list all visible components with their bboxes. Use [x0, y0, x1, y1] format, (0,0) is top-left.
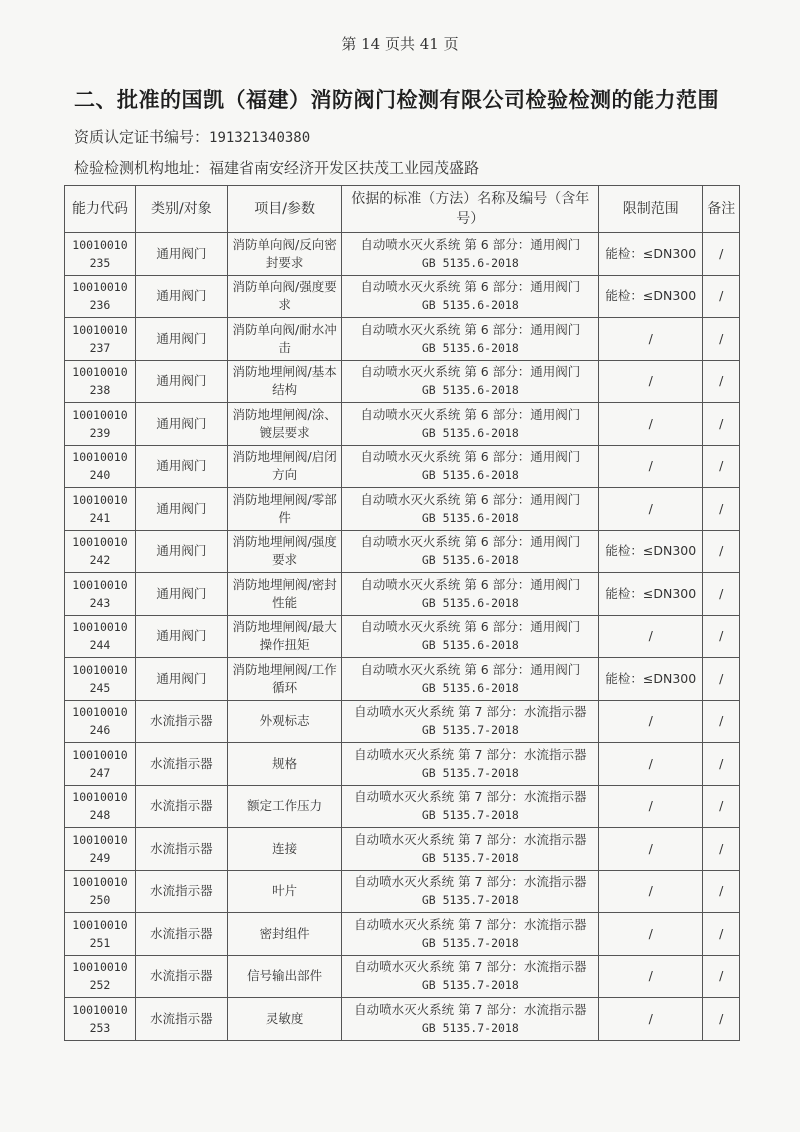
certificate-label: 资质认定证书编号： — [74, 128, 210, 146]
category-cell: 通用阀门 — [135, 658, 227, 701]
standard-cell — [342, 870, 599, 913]
category-cell: 通用阀门 — [135, 615, 227, 658]
note-cell: / — [703, 615, 740, 658]
item-cell: 信号输出部件 — [227, 955, 342, 998]
standard-name: 自动喷水灭火系统 第 7 部分：水流指示器 — [354, 789, 587, 805]
code-cell: 10010010 251 — [65, 913, 136, 956]
standard-cell — [342, 360, 599, 403]
standard-code: GB 5135.7-2018 — [421, 1020, 519, 1035]
standard-cell — [342, 615, 599, 658]
table-row — [65, 445, 740, 488]
item-cell: 连接 — [227, 828, 342, 871]
standard-cell — [342, 275, 599, 318]
code-cell: 10010010 249 — [65, 828, 136, 871]
standard-name: 自动喷水灭火系统 第 7 部分：水流指示器 — [354, 916, 587, 932]
item-cell: 灵敏度 — [227, 998, 342, 1041]
category-cell: 水流指示器 — [135, 700, 227, 743]
code-cell: 10010010 240 — [65, 445, 136, 488]
category-cell: 通用阀门 — [135, 445, 227, 488]
limit-cell: / — [599, 998, 703, 1041]
table-row — [65, 233, 740, 276]
category-cell: 通用阀门 — [135, 573, 227, 616]
category-cell: 通用阀门 — [135, 488, 227, 531]
standard-code: GB 5135.7-2018 — [421, 935, 519, 950]
code-cell: 10010010 246 — [65, 700, 136, 743]
standard-code: GB 5135.7-2018 — [421, 765, 519, 780]
standard-code: GB 5135.7-2018 — [421, 978, 519, 993]
standard-name: 自动喷水灭火系统 第 7 部分：水流指示器 — [354, 746, 587, 762]
limit-cell: / — [599, 913, 703, 956]
item-cell: 消防地埋闸阀/工作循环 — [227, 658, 342, 701]
standard-code: GB 5135.7-2018 — [421, 808, 519, 823]
address-value: 福建省南安经济开发区扶茂工业园茂盛路 — [209, 159, 480, 177]
item-cell: 消防单向阀/反向密封要求 — [227, 233, 342, 276]
standard-name: 自动喷水灭火系统 第 6 部分：通用阀门 — [360, 321, 581, 337]
note-cell: / — [703, 785, 740, 828]
header-note: 备注 — [703, 186, 740, 233]
category-cell: 水流指示器 — [135, 913, 227, 956]
limit-cell: 能检：≤DN300 — [599, 233, 703, 276]
standard-cell — [342, 573, 599, 616]
address-label: 检验检测机构地址： — [74, 159, 210, 177]
note-cell: / — [703, 360, 740, 403]
standard-name: 自动喷水灭火系统 第 6 部分：通用阀门 — [360, 406, 581, 422]
item-cell: 密封组件 — [227, 913, 342, 956]
item-cell: 消防地埋闸阀/密封性能 — [227, 573, 342, 616]
limit-cell: / — [599, 700, 703, 743]
category-cell: 通用阀门 — [135, 360, 227, 403]
standard-name: 自动喷水灭火系统 第 6 部分：通用阀门 — [360, 619, 581, 635]
standard-code: GB 5135.6-2018 — [421, 553, 519, 568]
standard-code: GB 5135.6-2018 — [421, 680, 519, 695]
standard-cell — [342, 445, 599, 488]
standard-cell — [342, 658, 599, 701]
item-cell: 叶片 — [227, 870, 342, 913]
standard-cell — [342, 955, 599, 998]
table-row — [65, 913, 740, 956]
category-cell: 水流指示器 — [135, 998, 227, 1041]
code-cell: 10010010 238 — [65, 360, 136, 403]
standard-code: GB 5135.6-2018 — [421, 595, 519, 610]
standard-code: GB 5135.7-2018 — [421, 850, 519, 865]
item-cell: 消防地埋闸阀/零部件 — [227, 488, 342, 531]
table-row — [65, 275, 740, 318]
category-cell: 水流指示器 — [135, 785, 227, 828]
table-row — [65, 955, 740, 998]
table-row — [65, 615, 740, 658]
code-cell: 10010010 245 — [65, 658, 136, 701]
note-cell: / — [703, 658, 740, 701]
category-cell: 通用阀门 — [135, 275, 227, 318]
note-cell: / — [703, 998, 740, 1041]
note-cell: / — [703, 955, 740, 998]
standard-code: GB 5135.6-2018 — [421, 255, 519, 270]
standard-cell — [342, 743, 599, 786]
standard-cell — [342, 785, 599, 828]
standard-code: GB 5135.6-2018 — [421, 468, 519, 483]
standard-cell — [342, 233, 599, 276]
standard-code: GB 5135.6-2018 — [421, 298, 519, 313]
standard-name: 自动喷水灭火系统 第 6 部分：通用阀门 — [360, 236, 581, 252]
category-cell: 通用阀门 — [135, 403, 227, 446]
note-cell: / — [703, 275, 740, 318]
capability-table — [64, 185, 740, 1041]
address-line — [74, 157, 479, 178]
standard-cell — [342, 530, 599, 573]
table-row — [65, 700, 740, 743]
standard-name: 自动喷水灭火系统 第 6 部分：通用阀门 — [360, 279, 581, 295]
limit-cell: / — [599, 360, 703, 403]
table-row — [65, 870, 740, 913]
limit-cell: / — [599, 870, 703, 913]
limit-cell: 能检：≤DN300 — [599, 658, 703, 701]
standard-cell — [342, 998, 599, 1041]
note-cell: / — [703, 573, 740, 616]
certificate-line — [74, 126, 310, 147]
table-row — [65, 785, 740, 828]
limit-cell: 能检：≤DN300 — [599, 275, 703, 318]
note-cell: / — [703, 488, 740, 531]
table-row — [65, 530, 740, 573]
item-cell: 消防地埋闸阀/强度要求 — [227, 530, 342, 573]
item-cell: 消防地埋闸阀/涂、镀层要求 — [227, 403, 342, 446]
standard-name: 自动喷水灭火系统 第 6 部分：通用阀门 — [360, 534, 581, 550]
limit-cell: / — [599, 743, 703, 786]
table-header-row — [65, 186, 740, 233]
note-cell: / — [703, 913, 740, 956]
page-title: 二、批准的国凯（福建）消防阀门检测有限公司检验检测的能力范围 — [74, 88, 719, 112]
note-cell: / — [703, 318, 740, 361]
code-cell: 10010010 247 — [65, 743, 136, 786]
code-cell: 10010010 243 — [65, 573, 136, 616]
table-row — [65, 573, 740, 616]
header-limit: 限制范围 — [599, 186, 703, 233]
standard-code: GB 5135.6-2018 — [421, 425, 519, 440]
standard-cell — [342, 828, 599, 871]
table-row — [65, 488, 740, 531]
item-cell: 消防地埋闸阀/启闭方向 — [227, 445, 342, 488]
limit-cell: / — [599, 318, 703, 361]
category-cell: 水流指示器 — [135, 743, 227, 786]
standard-name: 自动喷水灭火系统 第 7 部分：水流指示器 — [354, 831, 587, 847]
standard-name: 自动喷水灭火系统 第 6 部分：通用阀门 — [360, 661, 581, 677]
standard-code: GB 5135.7-2018 — [421, 893, 519, 908]
category-cell: 水流指示器 — [135, 870, 227, 913]
note-cell: / — [703, 530, 740, 573]
code-cell: 10010010 236 — [65, 275, 136, 318]
standard-code: GB 5135.7-2018 — [421, 723, 519, 738]
note-cell: / — [703, 403, 740, 446]
table-body — [65, 233, 740, 1041]
standard-cell — [342, 318, 599, 361]
item-cell: 消防单向阀/耐水冲击 — [227, 318, 342, 361]
table-row — [65, 403, 740, 446]
note-cell: / — [703, 700, 740, 743]
standard-name: 自动喷水灭火系统 第 7 部分：水流指示器 — [354, 874, 587, 890]
standard-name: 自动喷水灭火系统 第 7 部分：水流指示器 — [354, 1001, 587, 1017]
item-cell: 消防地埋闸阀/最大操作扭矩 — [227, 615, 342, 658]
header-code: 能力代码 — [65, 186, 136, 233]
limit-cell: / — [599, 403, 703, 446]
category-cell: 水流指示器 — [135, 828, 227, 871]
note-cell: / — [703, 870, 740, 913]
standard-name: 自动喷水灭火系统 第 6 部分：通用阀门 — [360, 364, 581, 380]
item-cell: 消防单向阀/强度要求 — [227, 275, 342, 318]
header-standard: 依据的标准（方法）名称及编号（含年号） — [342, 186, 599, 233]
limit-cell: / — [599, 615, 703, 658]
code-cell: 10010010 239 — [65, 403, 136, 446]
item-cell: 外观标志 — [227, 700, 342, 743]
limit-cell: / — [599, 955, 703, 998]
standard-code: GB 5135.6-2018 — [421, 383, 519, 398]
table-row — [65, 998, 740, 1041]
limit-cell: / — [599, 828, 703, 871]
category-cell: 通用阀门 — [135, 318, 227, 361]
header-category: 类别/对象 — [135, 186, 227, 233]
table-row — [65, 743, 740, 786]
table-row — [65, 360, 740, 403]
limit-cell: / — [599, 488, 703, 531]
standard-name: 自动喷水灭火系统 第 6 部分：通用阀门 — [360, 449, 581, 465]
table-row — [65, 828, 740, 871]
standard-name: 自动喷水灭火系统 第 7 部分：水流指示器 — [354, 704, 587, 720]
standard-cell — [342, 913, 599, 956]
standard-code: GB 5135.6-2018 — [421, 340, 519, 355]
code-cell: 10010010 242 — [65, 530, 136, 573]
limit-cell: / — [599, 785, 703, 828]
category-cell: 通用阀门 — [135, 233, 227, 276]
category-cell: 水流指示器 — [135, 955, 227, 998]
code-cell: 10010010 252 — [65, 955, 136, 998]
standard-name: 自动喷水灭火系统 第 7 部分：水流指示器 — [354, 959, 587, 975]
item-cell: 额定工作压力 — [227, 785, 342, 828]
standard-code: GB 5135.6-2018 — [421, 510, 519, 525]
standard-cell — [342, 403, 599, 446]
note-cell: / — [703, 828, 740, 871]
code-cell: 10010010 235 — [65, 233, 136, 276]
table-row — [65, 318, 740, 361]
certificate-number: 191321340380 — [209, 130, 311, 146]
standard-name: 自动喷水灭火系统 第 6 部分：通用阀门 — [360, 491, 581, 507]
code-cell: 10010010 253 — [65, 998, 136, 1041]
limit-cell: / — [599, 445, 703, 488]
page-number: 第 14 页共 41 页 — [341, 35, 459, 53]
note-cell: / — [703, 233, 740, 276]
header-item: 项目/参数 — [227, 186, 342, 233]
limit-cell: 能检：≤DN300 — [599, 573, 703, 616]
limit-cell: 能检：≤DN300 — [599, 530, 703, 573]
code-cell: 10010010 241 — [65, 488, 136, 531]
item-cell: 消防地埋闸阀/基本结构 — [227, 360, 342, 403]
code-cell: 10010010 244 — [65, 615, 136, 658]
note-cell: / — [703, 743, 740, 786]
table-row — [65, 658, 740, 701]
item-cell: 规格 — [227, 743, 342, 786]
category-cell: 通用阀门 — [135, 530, 227, 573]
code-cell: 10010010 237 — [65, 318, 136, 361]
code-cell: 10010010 248 — [65, 785, 136, 828]
standard-cell — [342, 700, 599, 743]
standard-cell — [342, 488, 599, 531]
standard-code: GB 5135.6-2018 — [421, 638, 519, 653]
code-cell: 10010010 250 — [65, 870, 136, 913]
standard-name: 自动喷水灭火系统 第 6 部分：通用阀门 — [360, 576, 581, 592]
note-cell: / — [703, 445, 740, 488]
